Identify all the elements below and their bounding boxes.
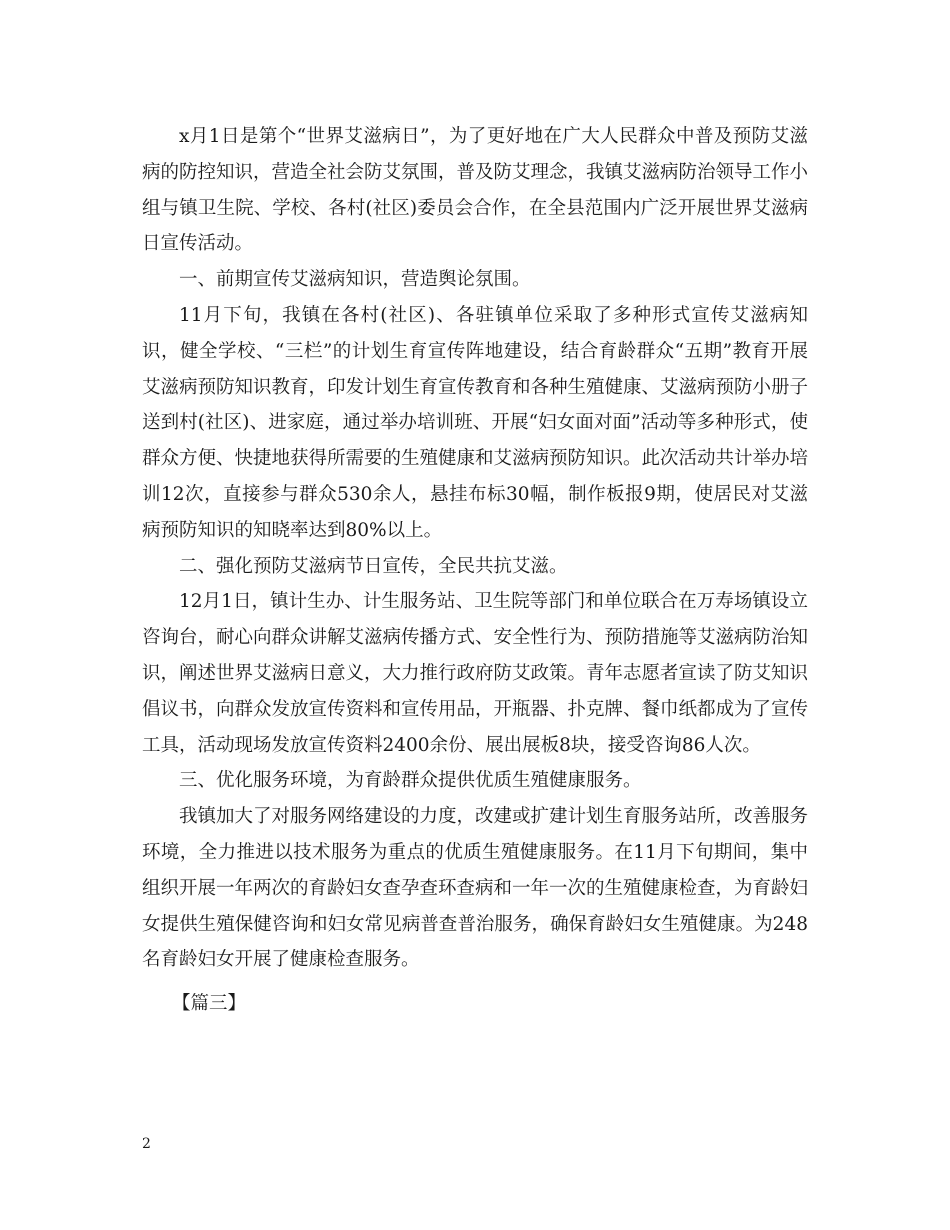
paragraph-body-3: 我镇加大了对服务网络建设的力度，改建或扩建计划生育服务站所，改善服务环境，全力推进以技术服务为重点的优质生殖健康服务。在11月下旬期间，集中组织开展一年两次的育龄妇女查孕查环查病和一年一次的生殖健康检查，为育龄妇女提供生殖保健咨询和妇女常见病普查普治服务，确保育龄妇女生殖健康。为248名育龄妇女开展了健康检查服务。 xyxy=(142,806,809,971)
paragraph-intro: x月1日是第个“世界艾滋病日”，为了更好地在广大人民群众中普及预防艾滋病的防控知识，营造全社会防艾氛围，普及防艾理念，我镇艾滋病防治领导工作小组与镇卫生院、学校、各村(社区)委员会合作，在全县范围内广泛开展世界艾滋病日宣传活动。 xyxy=(142,126,809,255)
section-heading: 【篇三】 xyxy=(172,993,247,1015)
paragraph-body-1: 11月下旬，我镇在各村(社区)、各驻镇单位采取了多种形式宣传艾滋病知识，健全学校、“三栏”的计划生育宣传阵地建设，结合育龄群众“五期”教育开展艾滋病预防知识教育，印发计划生育宣传教育和各种生殖健康、艾滋病预防小册子送到村(社区)、进家庭，通过举办培训班、开展“妇女面对面”活动等多种形式，使群众方便、快捷地获得所需要的生殖健康和艾滋病预防知识。此次活动共计举办培训12次，直接参与群众530余人，悬挂布标30幅，制作板报9期，使居民对艾滋病预防知识的知晓率达到80%以上。 xyxy=(142,304,809,541)
document-body xyxy=(142,119,808,1022)
paragraph-heading-1: 一、前期宣传艾滋病知识，营造舆论氛围。 xyxy=(179,269,531,291)
paragraph-heading-2: 二、强化预防艾滋病节日宣传，全民共抗艾滋。 xyxy=(179,555,568,577)
paragraph-heading-3: 三、优化服务环境，为育龄群众提供优质生殖健康服务。 xyxy=(179,770,642,792)
page-number: 2 xyxy=(142,1136,151,1152)
paragraph-body-2: 12月1日，镇计生办、计生服务站、卫生院等部门和单位联合在万寿场镇设立咨询台，耐心向群众讲解艾滋病传播方式、安全性行为、预防措施等艾滋病防治知识，阐述世界艾滋病日意义，大力推行政府防艾政策。青年志愿者宣读了防艾知识倡议书，向群众发放宣传资料和宣传用品，开瓶器、扑克牌、餐巾纸都成为了宣传工具，活动现场发放宣传资料2400余份、展出展板8块，接受咨询86人次。 xyxy=(142,591,809,756)
